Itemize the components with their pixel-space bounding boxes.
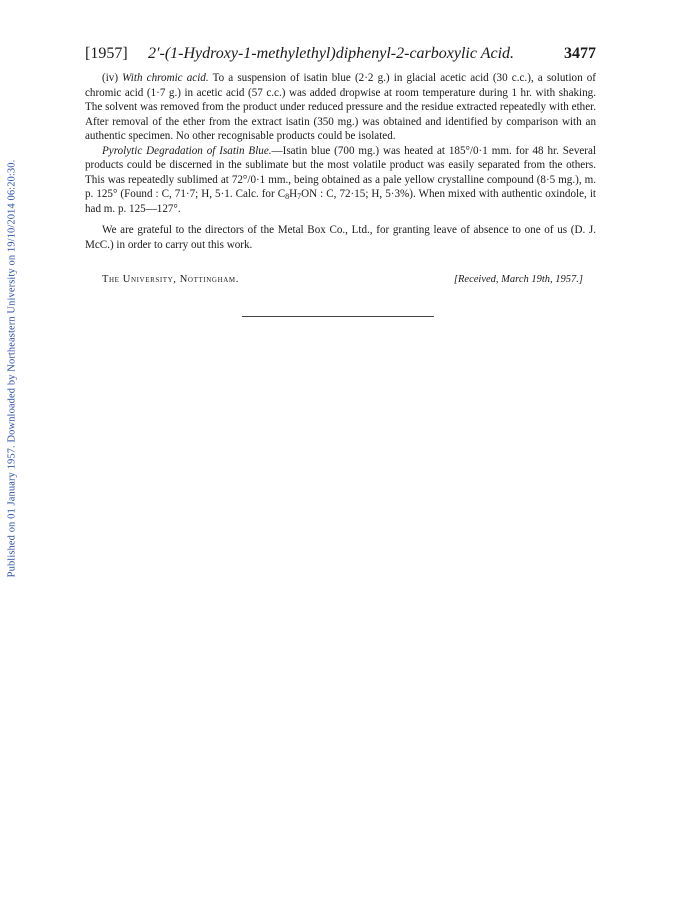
paragraph-pyrolytic-degradation — [85, 144, 596, 217]
signature-line — [102, 274, 583, 288]
paragraph-lead: (iv) — [102, 72, 123, 84]
header-year: [1957] — [85, 45, 128, 62]
page-number: 3477 — [564, 45, 596, 62]
article-body — [85, 71, 596, 252]
formula-text: H — [289, 188, 298, 200]
paragraph-lead-italic: With chromic acid. — [122, 72, 209, 84]
page-header — [85, 45, 596, 67]
paragraph-chromic-acid — [85, 71, 596, 144]
institution-name: The University, Nottingham. — [102, 274, 239, 285]
formula-subscript: 8 — [285, 192, 290, 201]
paragraph-text: ON : C, 72·15; H, 5·3%). When mixed with authentic oxindole, it had m. p. 125—127°. — [85, 188, 596, 215]
formula-subscript: 7 — [297, 192, 302, 201]
download-note: Published on 01 January 1957. Downloaded by Northeastern University on 19/10/2014 06:20:30. — [6, 159, 18, 577]
end-rule — [242, 316, 434, 317]
paragraph-heading: Pyrolytic Degradation of Isatin Blue. — [102, 144, 272, 157]
header-title: 2′-(1-Hydroxy-1-methylethyl)diphenyl-2-carboxylic Acid. — [148, 45, 515, 62]
paragraph-acknowledgement: We are grateful to the directors of the Metal Box Co., Ltd., for granting leave of absence to one of us (D. J. McC.) in order to carry out this work. — [85, 224, 596, 251]
paragraph-text: To a suspension of isatin blue (2·2 g.) in glacial acetic acid (30 c.c.), a solution of chromic acid (1·7 g.) in acetic acid (57 c.c.) was added dropwise at room temperature during 1 hr. with shaking. The solvent was removed from the product under reduced pressure and the residue extracted repeatedly with ether. After removal of the ether from the extract isatin (350 mg.) was obtained and identified by comparison with an authentic specimen. No other recognisable products could be isolated. — [85, 72, 597, 142]
paragraph-text: —Isatin blue (700 mg.) was heated at 185°/0·1 mm. for 48 hr. Several products could be discerned in the sublimate but the most volatile product was easily separated from the others. This was repeatedly sublimed at 72°/0·1 mm., being obtained as a pale yellow crystalline compound (8·5 mg.), m. p. 125° (Found : C, 71·7; H, 5·1. Calc. for C — [85, 144, 597, 200]
received-date: [Received, March 19th, 1957.] — [453, 274, 583, 285]
download-watermark — [2, 148, 22, 588]
